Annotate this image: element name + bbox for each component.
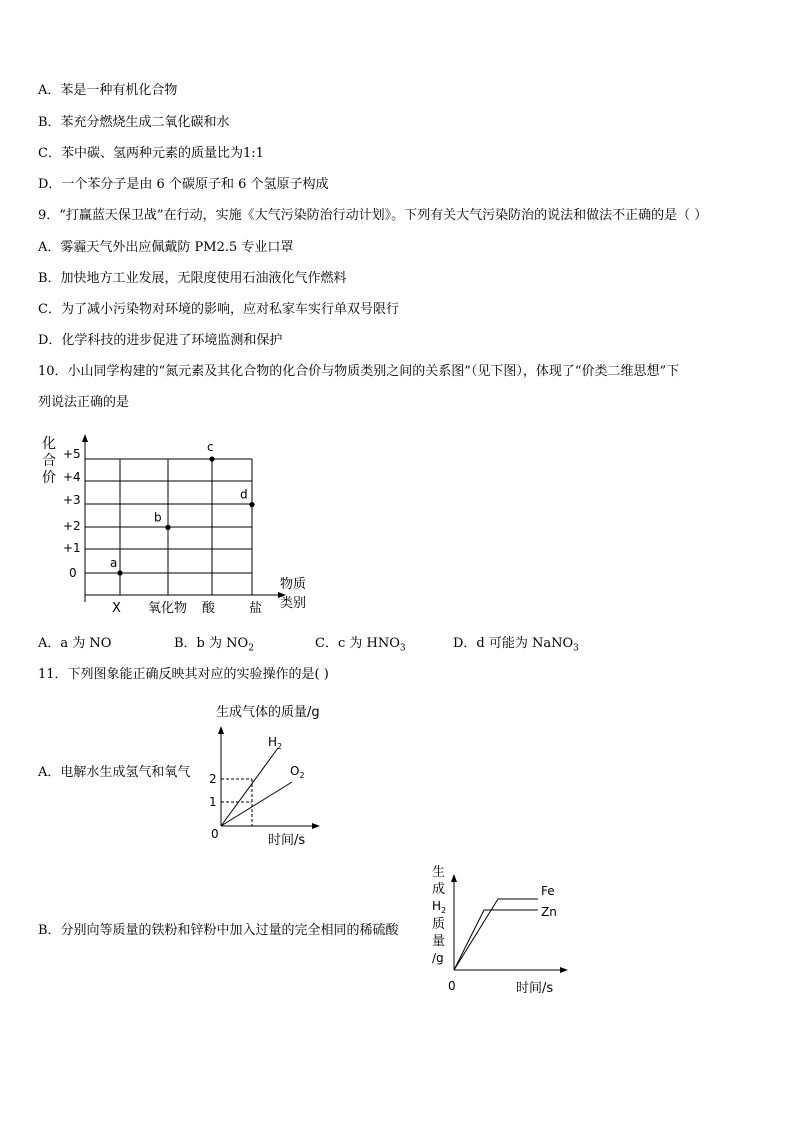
q10-stem-line1: 10．小山同学构建的“氮元素及其化合物的化合价与物质类别之间的关系图”（见下图），体现了“价类二维思想”下 <box>38 364 680 379</box>
a-chart-ytick-1: 1 <box>209 795 217 809</box>
chart-ylabel-3: 价 <box>42 470 56 486</box>
q11-option-a-label: A．电解水生成氢气和氧气 <box>38 765 191 780</box>
q9-option-a: A．雾霾天气外出应佩戴防 PM2.5 专业口罩 <box>38 240 294 255</box>
xlabel-line2: 类别 <box>280 596 307 611</box>
chart-ylabel-1: 化 <box>42 436 56 452</box>
q10-option-d-text: D．d 可能为 NaNO <box>453 636 574 651</box>
q9-option-b: B．加快地方工业发展，无限度使用石油液化气作燃料 <box>38 271 347 286</box>
q10-option-a <box>38 636 111 652</box>
b-chart-ylabel-6: /g <box>432 951 444 965</box>
a-chart-xlabel: 时间/s <box>268 833 306 848</box>
q10-option-b <box>174 636 254 657</box>
q10-option-a-text: A．a 为 NO <box>38 636 112 651</box>
valence-class-chart <box>36 430 336 615</box>
point-label-a: a <box>110 556 118 570</box>
q8-option-a: A．苯是一种有机化合物 <box>38 83 178 98</box>
q9-option-c: C．为了减小污染物对环境的影响，应对私家车实行单双号限行 <box>38 302 399 317</box>
chart-ylabel-2: 合 <box>42 453 56 469</box>
electrolysis-chart <box>198 700 328 850</box>
b-chart-series-zn: Zn <box>541 905 557 919</box>
ytick-plus1: +1 <box>63 541 81 555</box>
q10-option-c <box>315 636 406 657</box>
q10-option-b-text: B．b 为 NO <box>174 636 249 651</box>
point-label-b: b <box>154 510 162 525</box>
q10-option-d-sub: 3 <box>573 643 579 654</box>
point-d <box>249 502 254 507</box>
q8-option-d: D．一个苯分子是由 6 个碳原子和 6 个氢原子构成 <box>38 177 329 192</box>
metal-acid-chart <box>426 862 576 997</box>
xtick-oxide: 氧化物 <box>148 601 188 615</box>
b-chart-ylabel-2: 成 <box>432 882 446 897</box>
ytick-0: 0 <box>69 566 77 580</box>
a-chart-ytick-2: 2 <box>209 772 217 786</box>
a-chart-ylabel: 生成气体的质量/g <box>216 705 320 720</box>
q9-option-d: D．化学科技的进步促进了环境监测和保护 <box>38 333 283 348</box>
q10-option-c-text: C．c 为 HNO <box>315 636 400 651</box>
xlabel-line1: 物质 <box>280 577 307 592</box>
xtick-acid: 酸 <box>202 601 216 615</box>
b-chart-origin: 0 <box>448 979 456 993</box>
q11-option-b-label: B．分别向等质量的铁粉和锌粉中加入过量的完全相同的稀硫酸 <box>38 923 399 938</box>
point-c <box>209 456 214 461</box>
point-a <box>117 570 122 575</box>
q10-option-c-sub: 3 <box>399 643 406 654</box>
q9-stem: 9．“打赢蓝天保卫战”在行动，实施《大气污染防治行动计划》。下列有关大气污染防治的说法和做法不正确的是（ ） <box>38 208 708 223</box>
q10-stem-line2: 列说法正确的是 <box>38 395 130 410</box>
point-label-d: d <box>240 487 248 502</box>
b-chart-ylabel-3: $H_2$ <box>432 899 447 915</box>
point-b <box>165 525 170 530</box>
ytick-plus4: +4 <box>63 470 81 484</box>
q8-option-b: B．苯充分燃烧生成二氧化碳和水 <box>38 115 230 130</box>
b-chart-xlabel: 时间/s <box>516 981 554 996</box>
series-label-o2: $O_2$ <box>290 764 305 780</box>
point-label-c: c <box>207 440 214 454</box>
series-label-h2: $H_2$ <box>268 735 283 751</box>
q10-option-d <box>453 636 579 657</box>
ytick-plus3: +3 <box>63 493 81 507</box>
ytick-plus2: +2 <box>63 519 81 533</box>
xtick-x: X <box>112 601 121 615</box>
q10-option-b-sub: 2 <box>248 643 254 654</box>
xtick-salt: 盐 <box>249 601 263 615</box>
q11-stem: 11．下列图象能正确反映其对应的实验操作的是( ) <box>38 667 329 682</box>
ytick-plus5: +5 <box>63 447 81 461</box>
b-chart-ylabel-1: 生 <box>432 865 446 880</box>
b-chart-ylabel-4: 质 <box>432 917 446 932</box>
a-chart-origin: 0 <box>211 827 219 841</box>
q8-option-c: C．苯中碳、氢两种元素的质量比为1:1 <box>38 146 264 161</box>
b-chart-series-fe: Fe <box>541 884 555 898</box>
b-chart-ylabel-5: 量 <box>432 934 446 949</box>
